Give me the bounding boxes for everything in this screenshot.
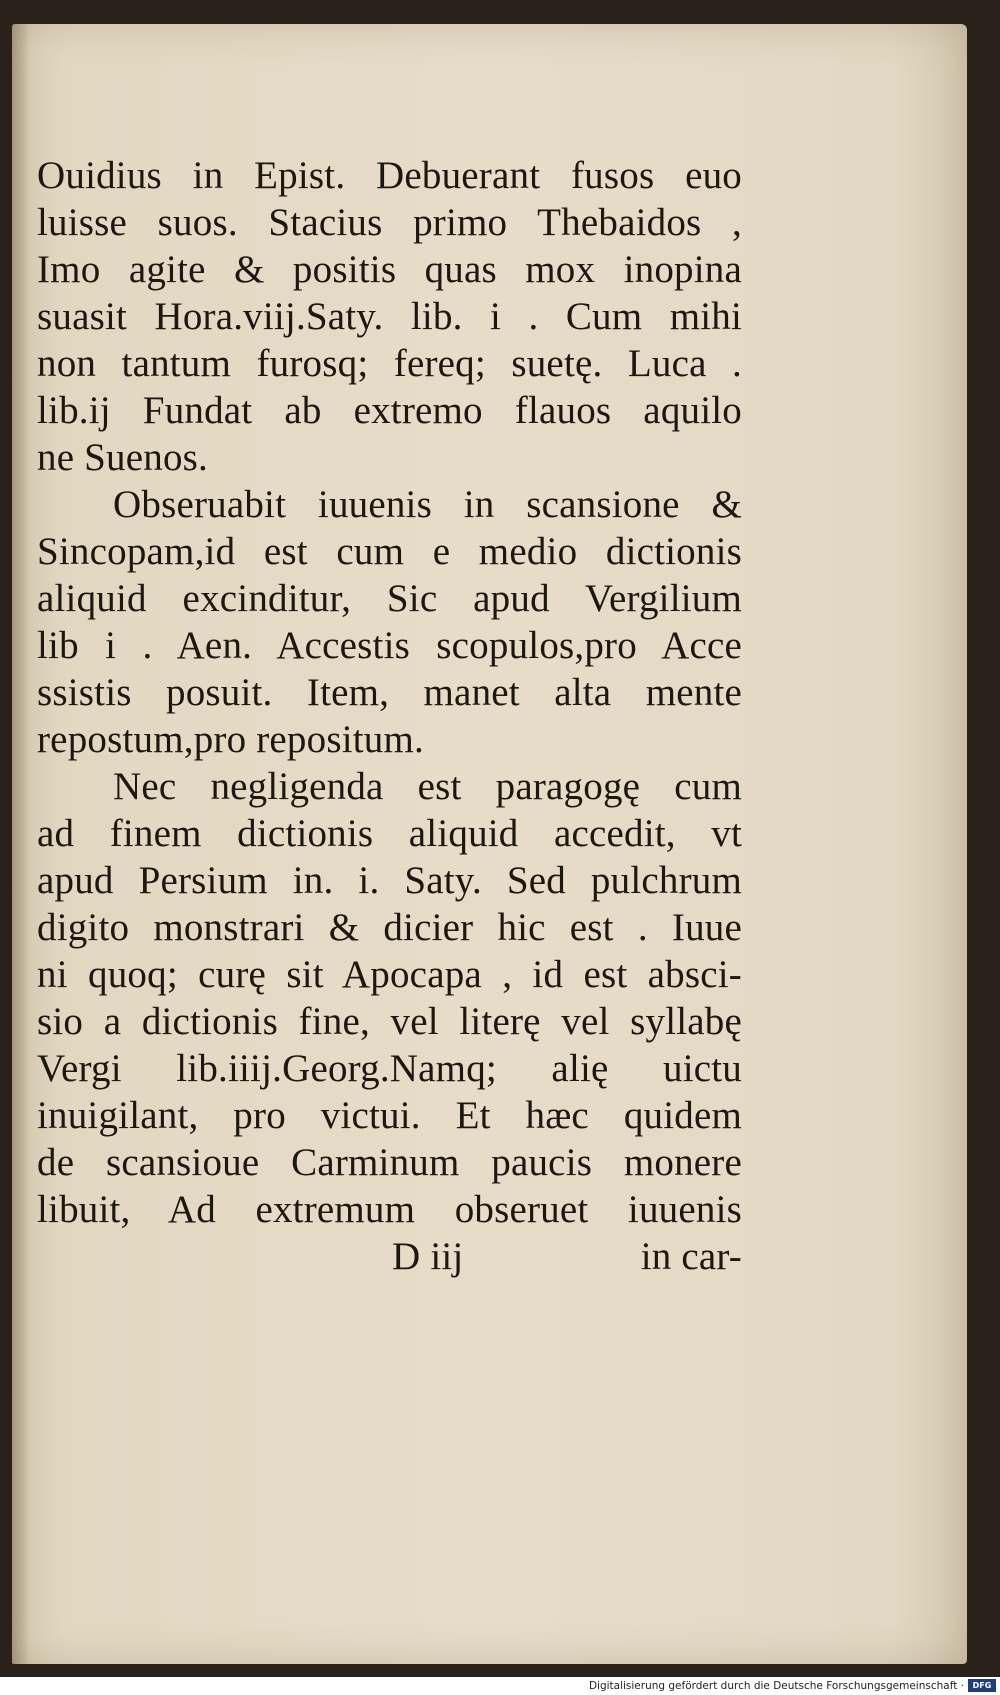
text-line: ssistis posuit. Item, manet alta mente — [37, 671, 742, 714]
text-line: de scansioue Carminum paucis monere — [37, 1141, 742, 1184]
text-line: apud Persium in. i. Saty. Sed pulchrum — [37, 859, 742, 902]
text-line: ad finem dictionis aliquid accedit, vt — [37, 812, 742, 855]
page-gutter-shadow — [12, 24, 30, 1664]
text-line: luisse suos. Stacius primo Thebaidos , — [37, 201, 742, 244]
digitization-footer — [0, 1677, 1000, 1695]
page-text-block — [37, 152, 742, 1280]
signature-mark: D iij — [392, 1235, 464, 1278]
catchword: in car- — [640, 1235, 742, 1278]
text-line: suasit Hora.viij.Saty. lib. i . Cum mihi — [37, 295, 742, 338]
dfg-logo-icon: DFG — [968, 1679, 996, 1692]
paragraph-start-line: Obseruabit iuuenis in scansione & — [113, 483, 742, 526]
text-line: lib.ij Fundat ab extremo flauos aquilo — [37, 389, 742, 432]
paragraph-start-line: Nec negligenda est paragogę cum — [113, 765, 742, 808]
text-line: libuit, Ad extremum obseruet iuuenis — [37, 1188, 742, 1231]
text-line: digito monstrari & dicier hic est . Iuue — [37, 906, 742, 949]
text-line: ne Suenos. — [37, 436, 208, 479]
text-line: Imo agite & positis quas mox inopina — [37, 248, 742, 291]
text-line: Ouidius in Epist. Debuerant fusos euo — [37, 154, 742, 197]
text-line: repostum,pro repositum. — [37, 718, 424, 761]
catch-line — [37, 1233, 742, 1280]
funding-credit: Digitalisierung gefördert durch die Deutsche Forschungsgemeinschaft · — [588, 1680, 964, 1692]
text-line: lib i . Aen. Accestis scopulos,pro Acce — [37, 624, 742, 667]
text-line: ni quoq; curę sit Apocapa , id est absci- — [37, 953, 742, 996]
book-page — [12, 24, 967, 1664]
text-line: non tantum furosq; fereq; suetę. Luca . — [37, 342, 742, 385]
text-line: aliquid excinditur, Sic apud Vergilium — [37, 577, 742, 620]
text-line: Vergi lib.iiij.Georg.Namq; alię uictu — [37, 1047, 742, 1090]
text-line: Sincopam,id est cum e medio dictionis — [37, 530, 742, 573]
text-line: inuigilant, pro victui. Et hæc quidem — [37, 1094, 742, 1137]
text-line: sio a dictionis fine, vel literę vel syllabę — [37, 1000, 742, 1043]
